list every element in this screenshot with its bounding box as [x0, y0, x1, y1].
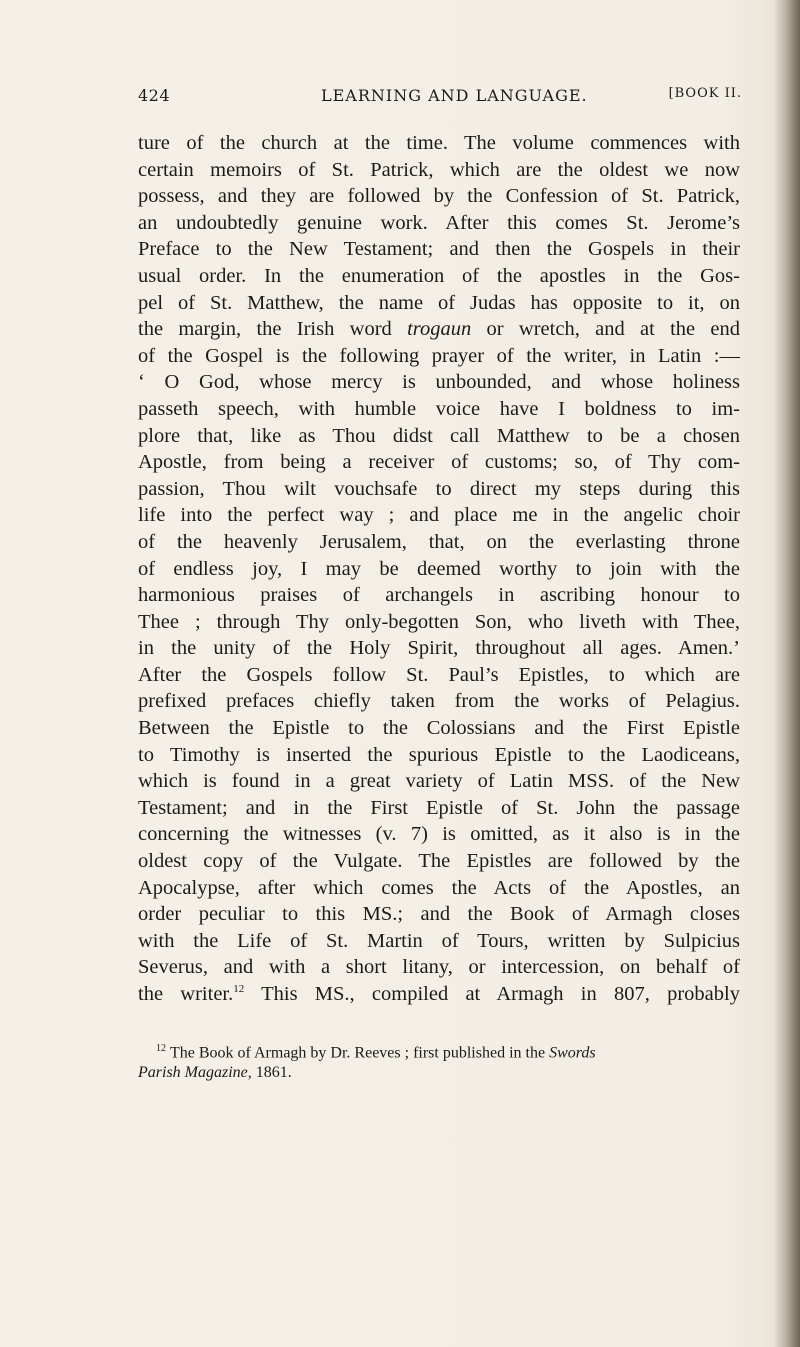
footnote-reference: 12	[233, 983, 245, 996]
text-line: ‘ O God, whose mercy is unbounded, and whose holiness	[138, 371, 740, 394]
text-line: life into the perfect way ; and place me in the angelic choir	[138, 504, 740, 527]
footnote-italic: Swords	[549, 1044, 596, 1062]
text-line: order peculiar to this MS.; and the Book of Armagh closes	[138, 903, 740, 926]
running-title: LEARNING AND LANGUAGE.	[321, 86, 588, 105]
text-segment: or wretch, and at the end	[486, 318, 741, 341]
footnote-line	[138, 1039, 740, 1063]
book-marker: [BOOK II.	[668, 86, 742, 101]
text-segment: the margin, the Irish word	[138, 318, 392, 341]
text-line: possess, and they are followed by the Confession of St. Patrick,	[138, 185, 740, 208]
text-line: ture of the church at the time. The volume commences with	[138, 132, 740, 154]
footnote-number: 12	[156, 1043, 166, 1054]
text-line: pel of St. Matthew, the name of Judas has opposite to it, on	[138, 291, 740, 314]
text-segment: This MS., compiled at Armagh in 807, probably	[244, 983, 740, 1005]
text-line: Severus, and with a short litany, or intercession, on behalf of	[138, 956, 740, 979]
text-line: Between the Epistle to the Colossians and the First Epistle	[138, 717, 740, 740]
text-line: Apostle, from being a receiver of customs; so, of Thy com-	[138, 451, 740, 474]
text-line: with the Life of St. Martin of Tours, written by Sulpicius	[138, 929, 740, 952]
running-header	[138, 86, 742, 114]
text-line: Apocalypse, after which comes the Acts of the Apostles, an	[138, 876, 740, 899]
text-line: in the unity of the Holy Spirit, throughout all ages. Amen.’	[138, 637, 740, 660]
text-line: certain memoirs of St. Patrick, which are the oldest we now	[138, 158, 740, 181]
text-line: prefixed prefaces chiefly taken from the works of Pelagius.	[138, 690, 740, 713]
binding-shadow	[774, 0, 800, 1347]
text-line: which is found in a great variety of Latin MSS. of the New	[138, 770, 740, 793]
text-line: usual order. In the enumeration of the apostles in the Gos-	[138, 264, 740, 287]
text-line: Thee ; through Thy only-begotten Son, who liveth with Thee,	[138, 610, 740, 633]
text-line: Testament; and in the First Epistle of St. John the passage	[138, 796, 740, 819]
body-text	[138, 130, 740, 1008]
text-line: an undoubtedly genuine work. After this comes St. Jerome’s	[138, 211, 740, 234]
text-line: to Timothy is inserted the spurious Epistle to the Laodiceans,	[138, 743, 740, 766]
text-line: of endless joy, I may be deemed worthy to join with the	[138, 557, 740, 580]
text-line: passeth speech, with humble voice have I boldness to im-	[138, 397, 740, 420]
footnote	[138, 1039, 740, 1083]
text-line: harmonious praises of archangels in ascribing honour to	[138, 584, 740, 607]
text-line: concerning the witnesses (v. 7) is omitted, as it also is in the	[138, 823, 740, 846]
text-line: passion, Thou wilt vouchsafe to direct my steps during this	[138, 477, 740, 500]
text-line-with-irish-word	[138, 316, 740, 343]
text-line: plore that, like as Thou didst call Matthew to be a chosen	[138, 424, 740, 447]
page-number: 424	[138, 86, 171, 105]
text-segment: the writer.	[138, 983, 234, 1005]
irish-word: trogaun	[407, 318, 472, 341]
footnote-italic: Parish Magazine,	[138, 1064, 252, 1082]
text-line: After the Gospels follow St. Paul’s Epistles, to which are	[138, 663, 740, 686]
footnote-line	[138, 1063, 740, 1083]
footnote-text: The Book of Armagh by Dr. Reeves ; first published in the	[170, 1044, 546, 1062]
text-line: oldest copy of the Vulgate. The Epistles are followed by the	[138, 850, 740, 873]
text-line: Preface to the New Testament; and then the Gospels in their	[138, 238, 740, 261]
text-line: of the Gospel is the following prayer of the writer, in Latin :—	[138, 344, 740, 367]
text-line-with-footnote-ref	[138, 981, 740, 1008]
text-line: of the heavenly Jerusalem, that, on the everlasting throne	[138, 530, 740, 553]
footnote-text: 1861.	[255, 1064, 292, 1082]
